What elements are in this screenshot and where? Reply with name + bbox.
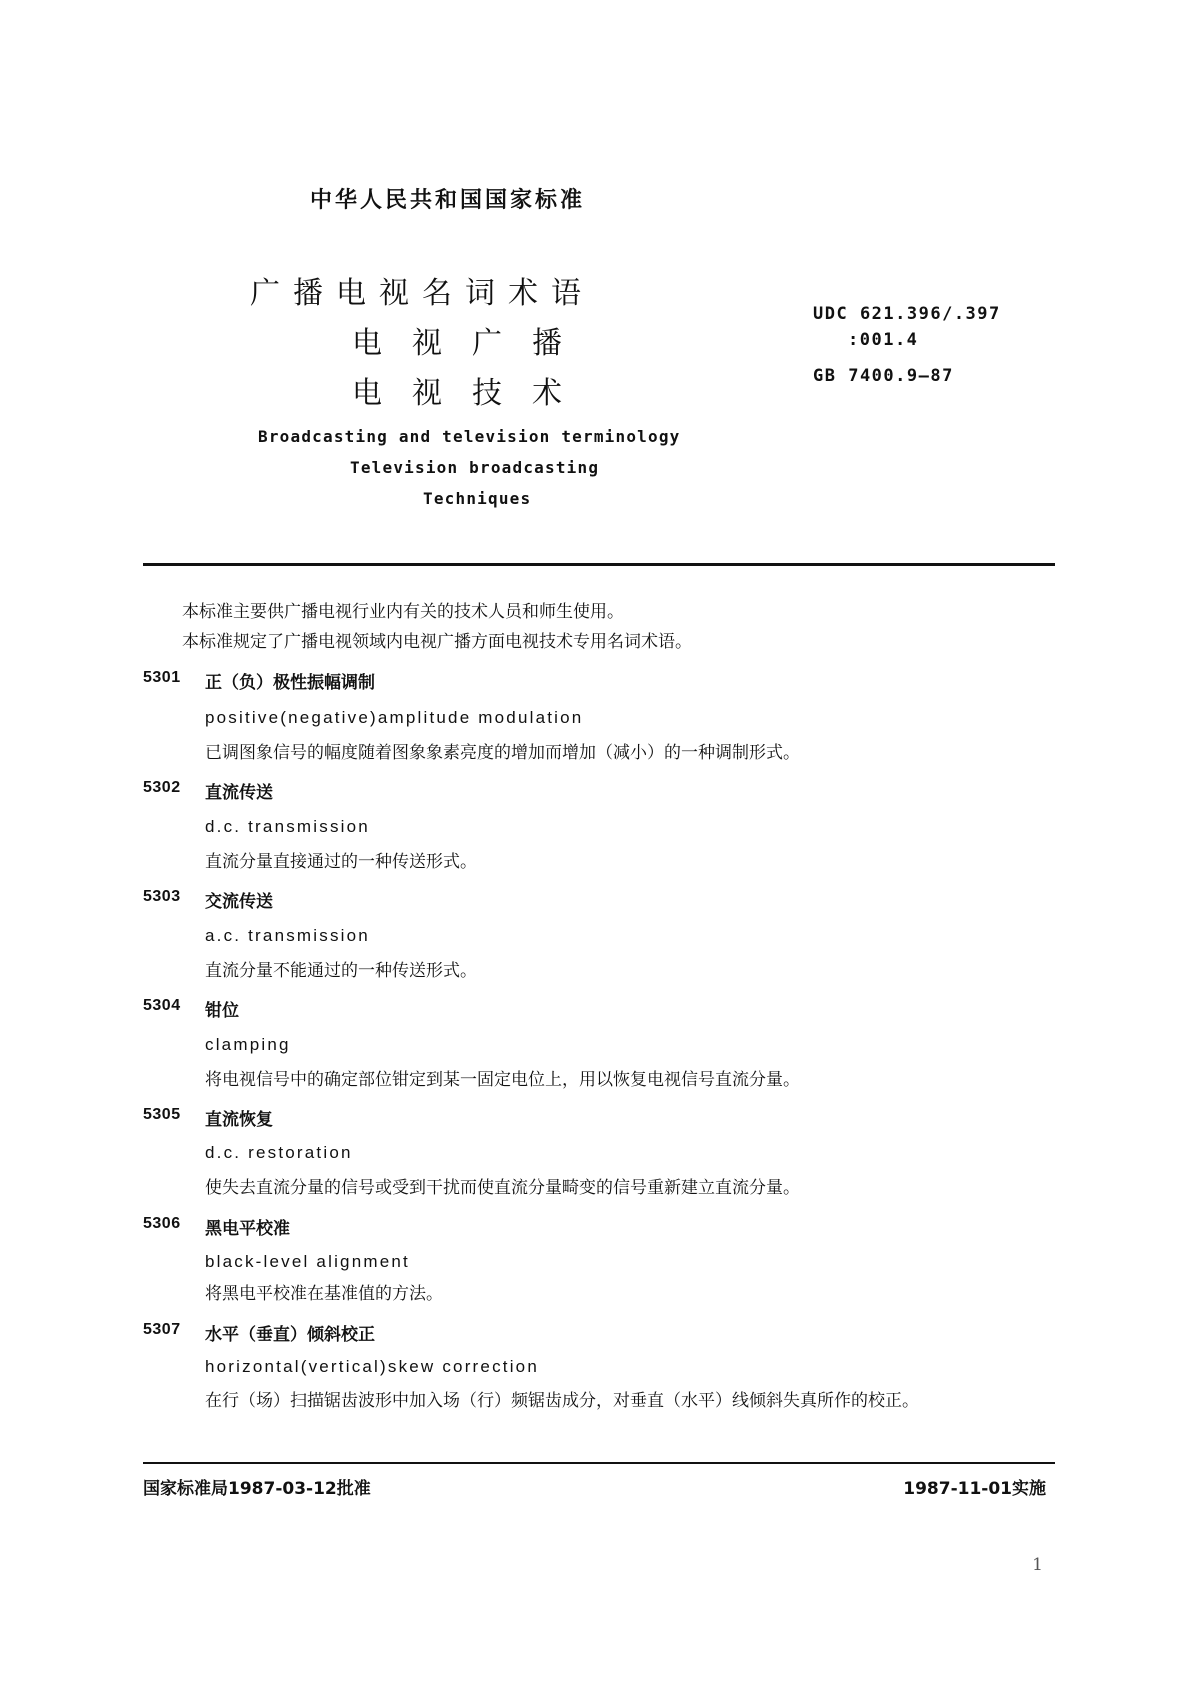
term-english: positive(negative)amplitude modulation: [205, 708, 584, 727]
intro-paragraph-2: 本标准规定了广播电视领域内电视广播方面电视技术专用名词术语。: [182, 632, 692, 652]
term-code: 5301: [143, 669, 181, 686]
term-definition: 将电视信号中的确定部位钳定到某一固定电位上，用以恢复电视信号直流分量。: [205, 1070, 800, 1090]
term-code: 5307: [143, 1321, 181, 1338]
effective-date: 1987-11-01实施: [903, 1479, 1046, 1499]
term-chinese: 钳位: [205, 1001, 239, 1021]
term-code: 5305: [143, 1106, 181, 1123]
term-chinese: 交流传送: [205, 892, 273, 912]
term-english: clamping: [205, 1035, 291, 1054]
page-number: 1: [1032, 1555, 1043, 1575]
term-definition: 在行（场）扫描锯齿波形中加入场（行）频锯齿成分，对垂直（水平）线倾斜失真所作的校正。: [205, 1391, 919, 1411]
term-definition: 将黑电平校准在基准值的方法。: [205, 1284, 443, 1304]
term-chinese: 正（负）极性振幅调制: [205, 673, 375, 693]
term-code: 5304: [143, 997, 181, 1014]
english-title-line-2: Television broadcasting: [350, 458, 600, 477]
term-definition: 直流分量不能通过的一种传送形式。: [205, 961, 477, 981]
intro-paragraph-1: 本标准主要供广播电视行业内有关的技术人员和师生使用。: [182, 602, 624, 622]
term-english: d.c. restoration: [205, 1143, 353, 1162]
term-english: black-level alignment: [205, 1252, 410, 1271]
document-title-line-3: 电视技术: [352, 376, 592, 411]
term-chinese: 水平（垂直）倾斜校正: [205, 1325, 375, 1345]
term-english: d.c. transmission: [205, 817, 370, 836]
term-english: a.c. transmission: [205, 926, 370, 945]
english-title-line-1: Broadcasting and television terminology: [258, 427, 681, 446]
footer-divider: [143, 1462, 1055, 1464]
document-title-line-2: 电视广播: [352, 326, 592, 361]
udc-code-line-1: UDC 621.396/.397: [813, 304, 1001, 324]
udc-code-line-2: :001.4: [848, 330, 919, 350]
term-english: horizontal(vertical)skew correction: [205, 1357, 539, 1376]
term-definition: 已调图象信号的幅度随着图象象素亮度的增加而增加（减小）的一种调制形式。: [205, 743, 800, 763]
header-divider: [143, 563, 1055, 566]
term-code: 5302: [143, 779, 181, 796]
term-definition: 使失去直流分量的信号或受到干扰而使直流分量畸变的信号重新建立直流分量。: [205, 1178, 800, 1198]
term-definition: 直流分量直接通过的一种传送形式。: [205, 852, 477, 872]
gb-standard-code: GB 7400.9—87: [813, 366, 954, 386]
national-standard-heading: 中华人民共和国国家标准: [310, 188, 586, 213]
document-title-line-1: 广播电视名词术语: [250, 276, 594, 311]
term-chinese: 直流恢复: [205, 1110, 273, 1130]
term-code: 5303: [143, 888, 181, 905]
approval-date: 国家标准局1987-03-12批准: [143, 1479, 371, 1499]
term-code: 5306: [143, 1215, 181, 1232]
term-chinese: 直流传送: [205, 783, 273, 803]
term-chinese: 黑电平校准: [205, 1219, 290, 1239]
english-title-line-3: Techniques: [423, 489, 532, 508]
